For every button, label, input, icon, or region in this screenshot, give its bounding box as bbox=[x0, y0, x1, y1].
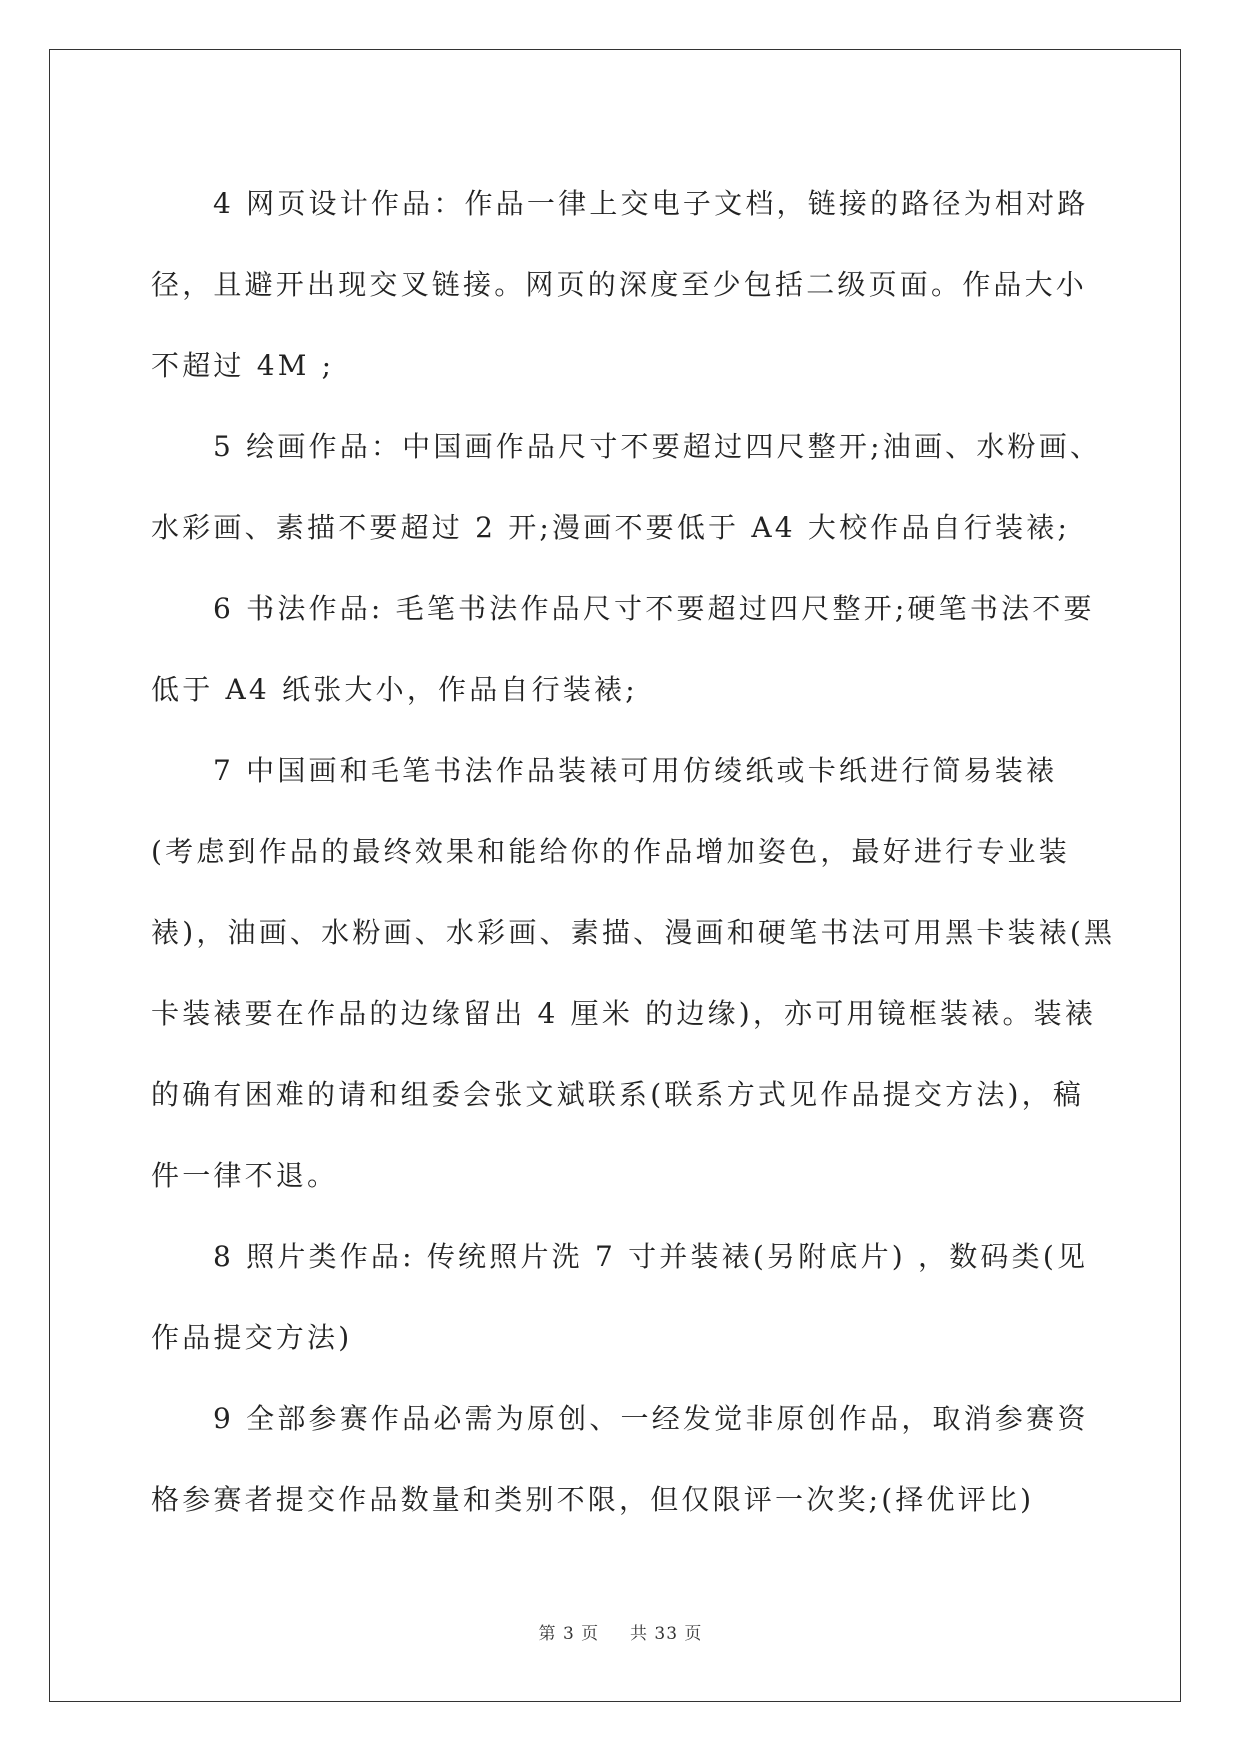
text-line: 4 网页设计作品：作品一律上交电子文档，链接的路径为相对路 bbox=[213, 187, 1089, 220]
paragraph-8 bbox=[151, 1216, 1091, 1378]
paragraph-4 bbox=[151, 163, 1091, 406]
page-number: 第 3 页 bbox=[538, 1624, 600, 1644]
page-total: 共 33 页 bbox=[629, 1624, 703, 1644]
text-line: (考虑到作品的最终效果和能给你的作品增加姿色，最好进行专业装 bbox=[151, 835, 1070, 868]
paragraph-5 bbox=[151, 406, 1102, 568]
page-footer bbox=[0, 1619, 1241, 1644]
text-line: 6 书法作品: 毛笔书法作品尺寸不要超过四尺整开;硬笔书法不要 bbox=[213, 592, 1095, 625]
text-line: 作品提交方法) bbox=[151, 1321, 353, 1354]
text-line: 卡装裱要在作品的边缘留出 4 厘米 的边缘)，亦可用镜框装裱。装裱 bbox=[151, 997, 1097, 1030]
paragraph-9 bbox=[151, 1378, 1091, 1540]
text-line: 水彩画、素描不要超过 2 开;漫画不要低于 A4 大校作品自行装裱; bbox=[151, 511, 1071, 544]
document-body bbox=[151, 163, 1116, 1540]
text-line: 件一律不退。 bbox=[151, 1159, 339, 1192]
text-line: 不超过 4M ; bbox=[151, 349, 335, 382]
text-line: 低于 A4 纸张大小，作品自行装裱; bbox=[151, 673, 638, 706]
text-line: 9 全部参赛作品必需为原创、一经发觉非原创作品，取消参赛资 bbox=[213, 1402, 1089, 1435]
paragraph-7 bbox=[151, 730, 1116, 1216]
paragraph-6 bbox=[151, 568, 1095, 730]
text-line: 的确有困难的请和组委会张文斌联系(联系方式见作品提交方法)，稿 bbox=[151, 1078, 1085, 1111]
text-line: 5 绘画作品：中国画作品尺寸不要超过四尺整开;油画、水粉画、 bbox=[213, 430, 1102, 463]
text-line: 格参赛者提交作品数量和类别不限，但仅限评一次奖;(择优评比) bbox=[151, 1483, 1035, 1516]
text-line: 裱)，油画、水粉画、水彩画、素描、漫画和硬笔书法可用黑卡装裱(黑 bbox=[151, 916, 1116, 949]
text-line: 7 中国画和毛笔书法作品装裱可用仿绫纸或卡纸进行简易装裱 bbox=[213, 754, 1058, 787]
text-line: 径，且避开出现交叉链接。网页的深度至少包括二级页面。作品大小 bbox=[151, 268, 1088, 301]
text-line: 8 照片类作品: 传统照片洗 7 寸并装裱(另附底片) ，数码类(见 bbox=[213, 1240, 1089, 1273]
